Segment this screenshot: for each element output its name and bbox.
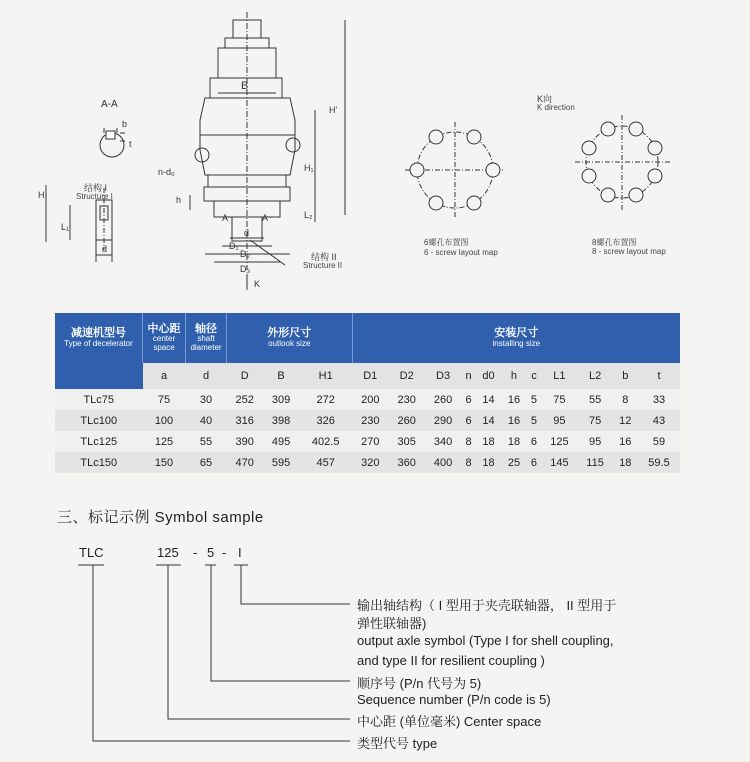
header-outlook: 外形尺寸 outlook size — [227, 313, 353, 363]
desc-sequence-en: Sequence number (P/n code is 5) — [357, 692, 551, 707]
table-row: TLc75 75 30 252 309 272 200 230 260 6 14 16 5 75 55 8 33 — [55, 389, 680, 410]
structure1-cn: 结构 I — [84, 183, 108, 193]
desc-structure-cn-1: 输出轴结构（ I 型用于夹壳联轴器， II 型用于 — [357, 598, 617, 613]
section-mark-a-right: A — [262, 213, 269, 223]
dim-H1: H₁ — [304, 163, 314, 173]
structure1-en: Structure I — [76, 192, 113, 201]
code-tlc: TLC — [79, 545, 104, 560]
dim-H-prime: H' — [329, 105, 338, 115]
code-dash-2: - — [222, 545, 227, 560]
layout8-en: 8 - screw layout map — [592, 247, 666, 256]
desc-sequence-cn: 顺序号 (P/n 代号为 5) — [357, 676, 482, 691]
header-installing: 安装尺寸 installing size — [352, 313, 680, 363]
dim-K: K — [254, 279, 261, 289]
dim-D1: D₁ — [229, 241, 239, 251]
desc-structure-en-2: and type II for resilient coupling ) — [357, 653, 545, 668]
column-labels-row: a d D B H1 D1 D2 D3 n d0 h c L1 L2 b t — [55, 363, 680, 389]
dim-L1: L₁ — [61, 222, 70, 232]
header-shaft: 轴径 shaft diameter — [186, 313, 227, 363]
layout6-en: 6 - screw layout map — [424, 248, 498, 257]
section-mark-a-left: A — [222, 213, 229, 223]
table-row: TLc125 125 55 390 495 402.5 270 305 340 8 18 18 6 125 95 16 59 — [55, 431, 680, 452]
dim-L2: L₂ — [304, 210, 313, 220]
symbol-sample-title: 三、标记示例 Symbol sample — [57, 509, 264, 526]
dim-D2: D₂ — [240, 249, 250, 259]
layout8-cn: 8螺孔布置图 — [592, 238, 637, 247]
dim-h: h — [176, 195, 182, 205]
dim-n-d0: n-d₀ — [158, 167, 175, 177]
code-sequence: 5 — [207, 545, 215, 560]
code-dash-1: - — [193, 545, 198, 560]
table-row: TLc150 150 65 470 595 457 320 360 400 8 18 25 6 145 115 18 59.5 — [55, 452, 680, 473]
desc-center-space: 中心距 (单位毫米) Center space — [357, 714, 542, 729]
k-direction-cn: K向 — [537, 94, 553, 104]
dim-b: b — [122, 119, 128, 129]
dim-H: H — [38, 190, 45, 200]
header-type: 减速机型号 Type of decelerator — [55, 313, 143, 363]
structure2-en: Structure II — [303, 261, 343, 270]
dim-B: B — [241, 80, 249, 92]
code-structure: I — [238, 545, 242, 560]
layout6-cn: 6螺孔布置图 — [424, 238, 469, 247]
dim-d-main: d — [244, 228, 250, 238]
dim-d-struct1: d — [102, 244, 108, 254]
section-aa-title: A-A — [101, 99, 118, 110]
structure2-cn: 结构 II — [311, 252, 337, 262]
header-center: 中心距 center space — [143, 313, 186, 363]
dim-D3: D₃ — [240, 264, 251, 274]
k-direction-en: K direction — [537, 103, 575, 112]
desc-structure-cn-2: 弹性联轴器) — [357, 616, 427, 631]
desc-structure-en-1: output axle symbol (Type I for shell coupling, — [357, 633, 614, 648]
dim-t: t — [129, 139, 132, 149]
table-row: TLc100 100 40 316 398 326 230 260 290 6 14 16 5 95 75 12 43 — [55, 410, 680, 431]
code-center-space: 125 — [157, 545, 179, 560]
desc-type: 类型代号 type — [357, 736, 438, 751]
